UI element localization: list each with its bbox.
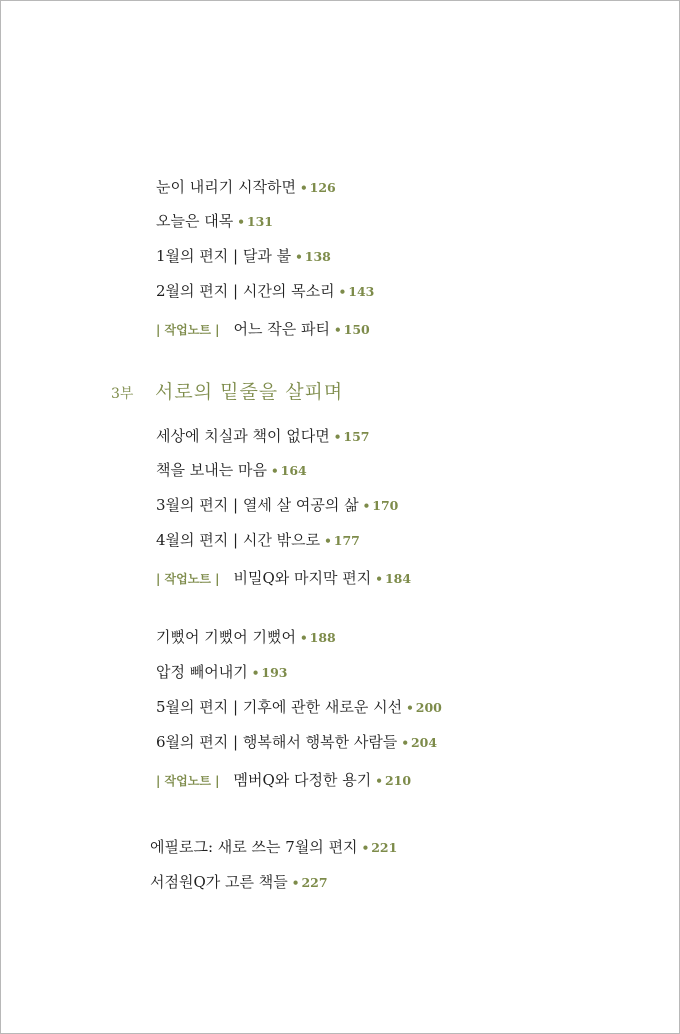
toc-note-entry <box>156 570 411 586</box>
toc-entry <box>156 462 307 478</box>
bullet-dot: • <box>291 876 300 890</box>
entry-page: 150 <box>343 322 370 337</box>
entry-page: 193 <box>261 665 288 680</box>
toc-note-entry <box>156 772 411 788</box>
entry-title: 3월의 편지 | 열세 살 여공의 삶 <box>156 496 359 514</box>
entry-page: 188 <box>309 630 336 645</box>
work-note-label: | 작업노트 | <box>156 572 220 586</box>
bullet-dot: • <box>237 215 245 229</box>
entry-page: 210 <box>384 773 412 788</box>
bullet-dot: • <box>295 250 303 264</box>
toc-entry <box>156 179 336 195</box>
toc-entry <box>156 664 287 680</box>
bullet-dot: • <box>299 181 308 195</box>
entry-title: 비밀Q와 마지막 편지 <box>233 569 372 587</box>
entry-title: 책을 보내는 마음 <box>156 461 267 479</box>
entry-page: 126 <box>309 180 336 195</box>
entry-page: 164 <box>280 463 307 478</box>
entry-title: 4월의 편지 | 시간 밖으로 <box>156 531 321 549</box>
toc-entry <box>156 629 336 645</box>
toc-entry <box>156 248 331 264</box>
part-heading <box>111 377 343 404</box>
entry-title: 6월의 편지 | 행복해서 행복한 사람들 <box>156 733 398 751</box>
entry-page: 157 <box>343 429 370 444</box>
bullet-dot: • <box>333 430 342 444</box>
entry-page: 143 <box>348 284 375 299</box>
entry-title: 2월의 편지 | 시간의 목소리 <box>156 282 335 300</box>
part-title: 서로의 밑줄을 살피며 <box>155 381 344 403</box>
entry-title: 오늘은 대목 <box>156 212 234 230</box>
entry-title: 어느 작은 파티 <box>233 320 330 338</box>
entry-page: 170 <box>372 498 399 513</box>
toc-entry <box>150 839 397 855</box>
entry-page: 131 <box>246 214 273 229</box>
entry-title: 5월의 편지 | 기후에 관한 새로운 시선 <box>156 698 403 716</box>
bullet-dot: • <box>401 736 409 750</box>
work-note-label: | 작업노트 | <box>156 774 220 788</box>
entry-title: 서점원Q가 고른 책들 <box>150 873 288 891</box>
entry-page: 177 <box>333 533 360 548</box>
toc-entry <box>156 497 398 513</box>
toc-entry <box>156 734 437 750</box>
toc-entry <box>156 699 442 715</box>
bullet-dot: • <box>299 631 308 645</box>
bullet-dot: • <box>338 285 347 299</box>
entry-title: 에필로그: 새로 쓰는 7월의 편지 <box>150 838 358 856</box>
bullet-dot: • <box>362 499 371 513</box>
part-number: 3부 <box>111 386 134 402</box>
entry-title: 눈이 내리기 시작하면 <box>156 178 296 196</box>
bullet-dot: • <box>406 701 414 715</box>
toc-entry <box>150 874 328 890</box>
bullet-dot: • <box>375 774 383 788</box>
bullet-dot: • <box>333 323 342 337</box>
toc-entry <box>156 428 369 444</box>
bullet-dot: • <box>361 841 370 855</box>
entry-title: 압정 빼어내기 <box>156 663 248 681</box>
bullet-dot: • <box>375 572 383 586</box>
bullet-dot: • <box>270 464 279 478</box>
entry-title: 세상에 치실과 책이 없다면 <box>156 427 330 445</box>
entry-page: 221 <box>371 840 398 855</box>
work-note-label: | 작업노트 | <box>156 323 220 337</box>
entry-title: 멤버Q와 다정한 용기 <box>233 771 372 789</box>
entry-page: 227 <box>301 875 328 890</box>
entry-title: 기뻤어 기뻤어 기뻤어 <box>156 628 296 646</box>
toc-note-entry <box>156 321 370 337</box>
entry-page: 204 <box>410 735 438 750</box>
toc-entry <box>156 532 360 548</box>
entry-page: 200 <box>415 700 442 715</box>
entry-page: 184 <box>384 571 412 586</box>
toc-entry <box>156 283 374 299</box>
bullet-dot: • <box>324 534 332 548</box>
entry-title: 1월의 편지 | 달과 불 <box>156 247 292 265</box>
toc-entry <box>156 213 273 229</box>
bullet-dot: • <box>251 666 260 680</box>
entry-page: 138 <box>304 249 331 264</box>
